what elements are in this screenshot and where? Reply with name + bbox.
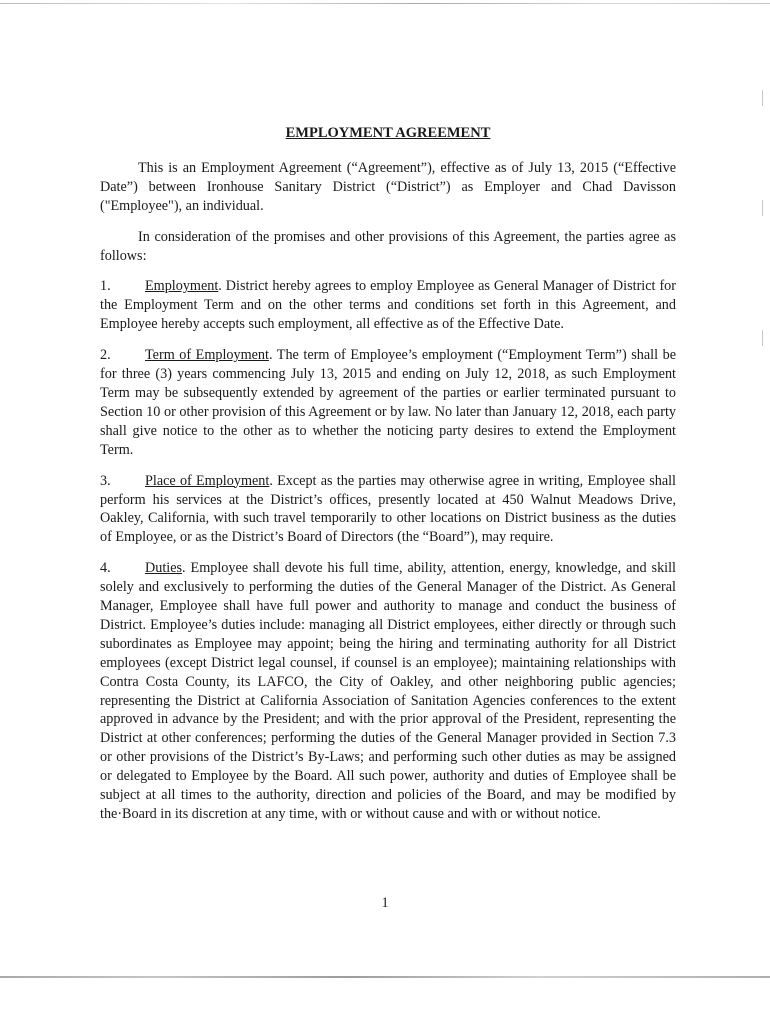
section-2 — [100, 346, 676, 459]
section-heading: Duties — [145, 560, 183, 577]
section-number: 4. — [100, 560, 111, 577]
section-heading: Term of Employment — [145, 347, 269, 364]
section-body: . Except as the parties may otherwise agree in writing, Employee shall perform his services at the District’s offices, presently located at 450 Walnut Meadows Drive, Oakley, California, with such travel temporarily to other locations on District business as the duties of Employee, or as the District’s Board of Directors (the “Board”), may require. — [100, 472, 676, 546]
section-3 — [100, 472, 676, 548]
consideration-paragraph: In consideration of the promises and other provisions of this Agreement, the parties agree as follows: — [100, 228, 676, 264]
scan-margin-mark — [762, 90, 763, 106]
section-body: . Employee shall devote his full time, ability, attention, energy, knowledge, and skill solely and exclusively to performing the duties of the General Manager of the District. As General Manager, Employee shall have full power and authority to manage and conduct the business of District. Employee’s duties include: managing all District employees, either directly or through such subordinates as Employee may appoint; being the hiring and terminating authority for all District employees (except District legal counsel, if counsel is an employee); maintaining relationships with Contra Costa County, its LAFCO, the City of Oakley, and other neighboring public agencies; representing the District at California Association of Sanitation Agencies conferences to the extent approved in advance by the President; and with the prior approval of the President, representing the District at other conferences; performing the duties of the General Manager provided in Section 7.3 or other provisions of the District’s By-Laws; and performing such other duties as may be assigned or delegated to Employee by the Board. All such power, authority and duties of Employee shall be subject at all times to the authority, direction and policies of the Board, and may be modified by the·Board in its discretion at any time, with or without cause and with or without notice. — [100, 560, 676, 822]
document-page — [100, 124, 676, 836]
page-number: 1 — [381, 895, 389, 911]
intro-paragraph: This is an Employment Agreement (“Agreement”), effective as of July 13, 2015 (“Effective Date”) between Ironhouse Sanitary District (“District”) as Employer and Chad Davisson ("Employee"), an individual. — [100, 159, 676, 214]
section-number: 2. — [100, 347, 111, 364]
section-number: 1. — [100, 278, 111, 295]
section-4 — [100, 559, 676, 824]
scan-margin-mark — [762, 330, 763, 346]
scan-edge-bottom — [0, 976, 770, 978]
section-body: . District hereby agrees to employ Employee as General Manager of District for the Employment Term and on the other terms and conditions set forth in this Agreement, and Employee hereby accepts such employment, all effective as of the Effective Date. — [100, 278, 676, 333]
section-heading: Employment — [145, 278, 219, 295]
section-number: 3. — [100, 472, 111, 489]
section-heading: Place of Employment — [145, 472, 270, 489]
section-body: . The term of Employee’s employment (“Employment Term”) shall be for three (3) years commencing July 13, 2015 and ending on July 12, 2018, as such Employment Term may be subsequently extended by agreement of the parties or earlier terminated pursuant to Section 10 or other provision of this Agreement or by law. No later than January 12, 2018, each party shall give notice to the other as to whether the noticing party desires to extend the Employment Term. — [100, 347, 676, 458]
scan-edge-top — [0, 3, 770, 4]
document-title: EMPLOYMENT AGREEMENT — [285, 125, 491, 141]
scan-margin-mark — [762, 200, 763, 216]
section-1 — [100, 277, 676, 334]
